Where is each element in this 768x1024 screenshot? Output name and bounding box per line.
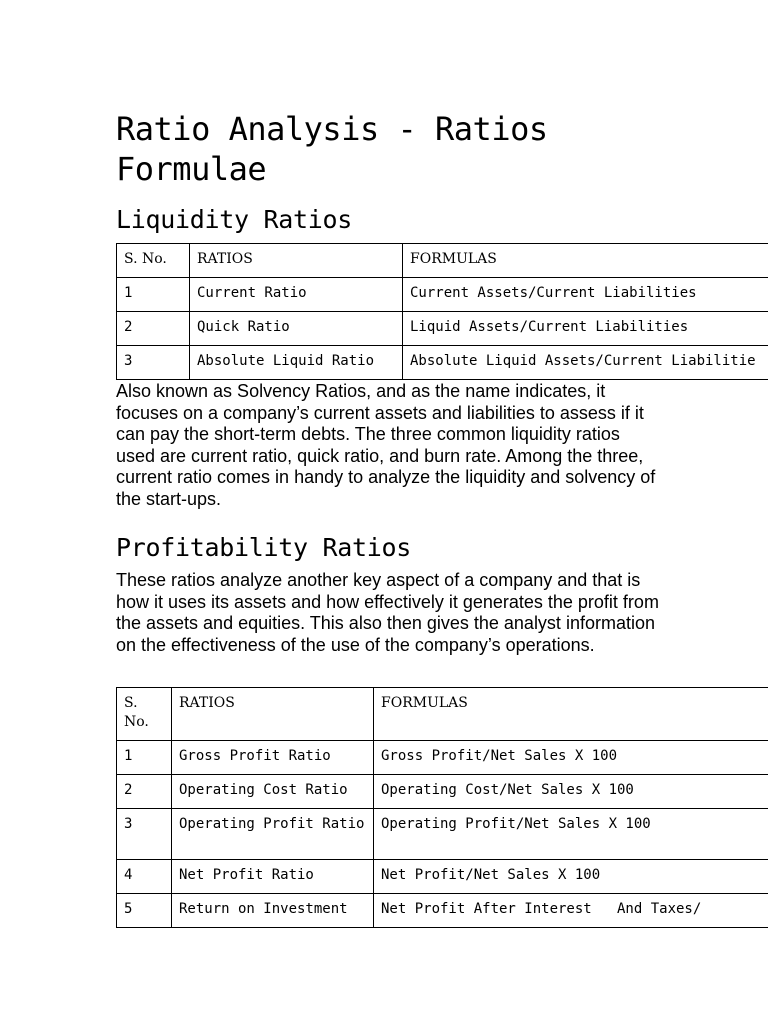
cell-ratio: Current Ratio	[190, 278, 403, 312]
profitability-ratios-table	[116, 687, 768, 928]
cell-formula: Current Assets/Current Liabilities	[403, 278, 768, 312]
page-title: Ratio Analysis - Ratios Formulae	[116, 110, 548, 188]
table-header-row	[117, 688, 768, 741]
header-cell-sno: S. No.	[117, 688, 172, 741]
profitability-heading: Profitability Ratios	[116, 533, 412, 562]
table-header-row	[117, 244, 768, 278]
cell-sno: 5	[117, 894, 172, 928]
table-row	[117, 809, 768, 860]
liquidity-description: Also known as Solvency Ratios, and as the name indicates, it focuses on a company’s current assets and liabilities to assess if it can pay the short-term debts. The three common liquidity ratios used are current ratio, quick ratio, and burn rate. Among the three, current ratio comes in handy to analyze the liquidity and solvency of the start-ups.	[116, 381, 656, 509]
cell-sno: 3	[117, 346, 190, 380]
cell-ratio: Absolute Liquid Ratio	[190, 346, 403, 380]
cell-sno: 1	[117, 741, 172, 775]
header-cell-formulas: FORMULAS	[403, 244, 768, 278]
cell-formula: Net Profit After Interest And Taxes/	[374, 894, 768, 928]
cell-formula: Net Profit/Net Sales X 100	[374, 860, 768, 894]
liquidity-ratios-table	[116, 243, 768, 380]
profitability-description: These ratios analyze another key aspect of a company and that is how it uses its assets and how effectively it generates the profit from the assets and equities. This also then gives the analyst information on the effectiveness of the use of the company’s operations.	[116, 570, 659, 655]
header-cell-sno: S. No.	[117, 244, 190, 278]
cell-sno: 4	[117, 860, 172, 894]
header-cell-ratios: RATIOS	[172, 688, 374, 741]
header-cell-ratios: RATIOS	[190, 244, 403, 278]
cell-ratio: Operating Cost Ratio	[172, 775, 374, 809]
cell-formula: Liquid Assets/Current Liabilities	[403, 312, 768, 346]
cell-sno: 2	[117, 312, 190, 346]
cell-sno: 2	[117, 775, 172, 809]
cell-formula: Operating Cost/Net Sales X 100	[374, 775, 768, 809]
cell-formula: Gross Profit/Net Sales X 100	[374, 741, 768, 775]
cell-ratio: Net Profit Ratio	[172, 860, 374, 894]
table-row	[117, 741, 768, 775]
cell-ratio: Quick Ratio	[190, 312, 403, 346]
table-row	[117, 860, 768, 894]
table-row	[117, 346, 768, 380]
table-row	[117, 894, 768, 928]
cell-ratio: Gross Profit Ratio	[172, 741, 374, 775]
cell-sno: 3	[117, 809, 172, 860]
table-row	[117, 775, 768, 809]
liquidity-heading: Liquidity Ratios	[116, 205, 353, 234]
cell-sno: 1	[117, 278, 190, 312]
table-row	[117, 278, 768, 312]
cell-formula: Operating Profit/Net Sales X 100	[374, 809, 768, 860]
cell-ratio: Operating Profit Ratio	[172, 809, 374, 860]
cell-ratio: Return on Investment	[172, 894, 374, 928]
header-cell-formulas: FORMULAS	[374, 688, 768, 741]
cell-formula: Absolute Liquid Assets/Current Liabilitie	[403, 346, 768, 380]
table-row	[117, 312, 768, 346]
